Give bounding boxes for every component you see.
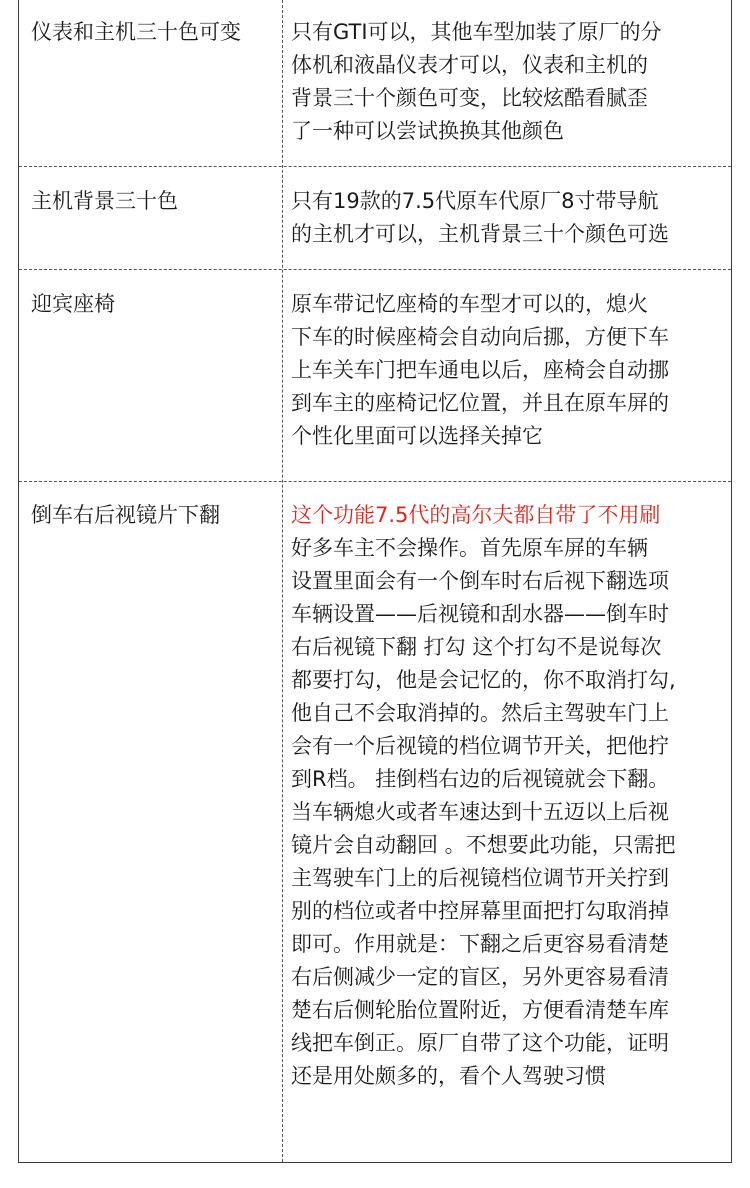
description-line: 右后视镜下翻 打勾 这个打勾不是说每次 — [291, 635, 662, 659]
description-line: 右后侧减少一定的盲区，另外更容易看清 — [291, 965, 669, 989]
description-line: 镜片会自动翻回 。不想要此功能，只需把 — [291, 833, 676, 857]
row-separator — [19, 166, 731, 167]
description-line: 背景三十个颜色可变，比较炫酷看腻歪 — [291, 86, 648, 110]
highlight-line: 这个功能7.5代的高尔夫都自带了不用刷 — [291, 503, 661, 527]
description-line: 到R档。 挂倒档右边的后视镜就会下翻。 — [291, 767, 670, 791]
feature-description — [291, 288, 731, 453]
description-line: 原车带记忆座椅的车型才可以的，熄火 — [291, 292, 648, 316]
description-line: 会有一个后视镜的档位调节开关，把他拧 — [291, 734, 669, 758]
description-line: 都要打勾，他是会记忆的，你不取消打勾, — [291, 668, 676, 692]
description-line: 个性化里面可以选择关掉它 — [291, 424, 543, 448]
feature-description — [291, 185, 731, 251]
description-line: 只有GTI可以，其他车型加装了原厂的分 — [291, 20, 662, 44]
description-line: 主驾驶车门上的后视镜档位调节开关拧到 — [291, 866, 669, 890]
row-separator — [19, 481, 731, 482]
description-line: 还是用处颇多的，看个人驾驶习惯 — [291, 1064, 606, 1088]
description-line: 楚右后侧轮胎位置附近，方便看清楚车库 — [291, 998, 669, 1022]
feature-table — [18, 0, 732, 1163]
description-line: 下车的时候座椅会自动向后挪，方便下车 — [291, 325, 669, 349]
description-line: 他自己不会取消掉的。然后主驾驶车门上 — [291, 701, 669, 725]
description-line: 体机和液晶仪表才可以，仪表和主机的 — [291, 53, 648, 77]
description-line: 线把车倒正。原厂自带了这个功能，证明 — [291, 1031, 669, 1055]
description-line: 当车辆熄火或者车速达到十五迈以上后视 — [291, 800, 669, 824]
description-line: 只有19款的7.5代原车代原厂8寸带导航 — [291, 189, 659, 213]
description-line: 即可。作用就是：下翻之后更容易看清楚 — [291, 932, 669, 956]
column-divider — [282, 0, 283, 1162]
description-line: 设置里面会有一个倒车时右后视下翻选项 — [291, 569, 669, 593]
description-line: 的主机才可以，主机背景三十个颜色可选 — [291, 222, 669, 246]
description-line: 上车关车门把车通电以后，座椅会自动挪 — [291, 358, 669, 382]
feature-name: 主机背景三十色 — [31, 189, 178, 213]
description-line: 好多车主不会操作。首先原车屏的车辆 — [291, 536, 648, 560]
feature-name: 迎宾座椅 — [31, 292, 115, 316]
feature-name: 倒车右后视镜片下翻 — [31, 503, 220, 527]
feature-description — [291, 16, 731, 148]
feature-description — [291, 499, 731, 1093]
description-line: 车辆设置——后视镜和刮水器——倒车时 — [291, 602, 669, 626]
row-separator — [19, 269, 731, 270]
feature-name: 仪表和主机三十色可变 — [31, 20, 241, 44]
description-line: 了一种可以尝试换换其他颜色 — [291, 119, 564, 143]
description-line: 到车主的座椅记忆位置，并且在原车屏的 — [291, 391, 669, 415]
description-line: 别的档位或者中控屏幕里面把打勾取消掉 — [291, 899, 669, 923]
